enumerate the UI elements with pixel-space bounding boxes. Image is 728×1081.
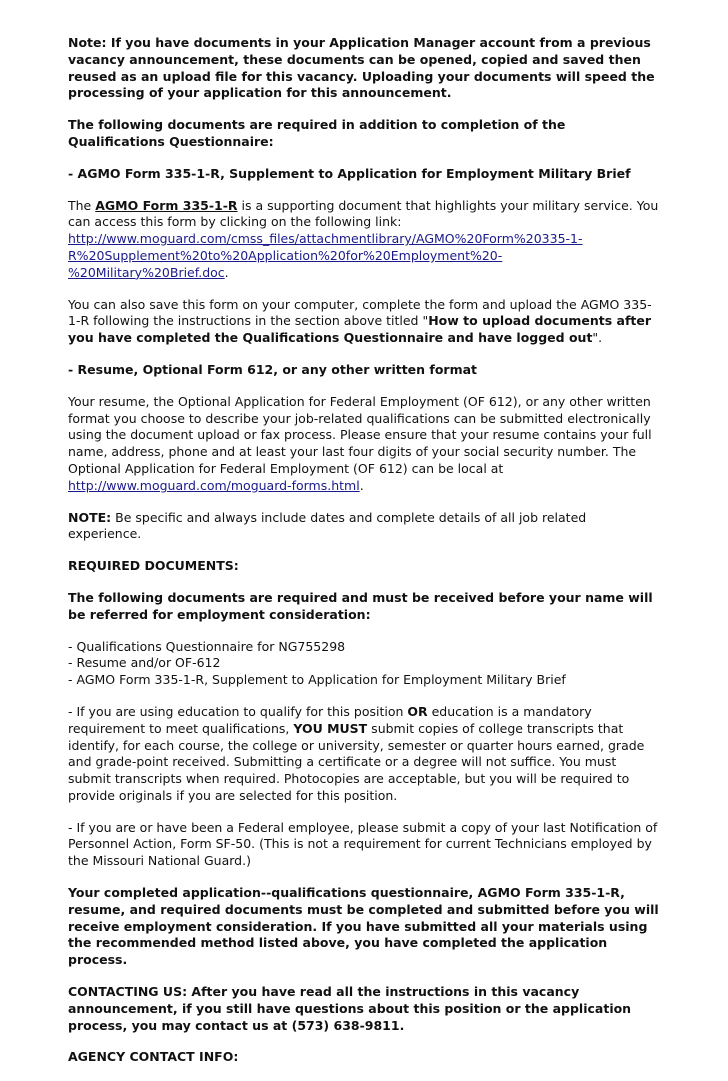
list-item: - Qualifications Questionnaire for NG755298: [68, 638, 346, 654]
education-paragraph: - If you are using education to qualify for this position OR education is a mandatory requirement to meet qualifications, YOU MUST submit copies of college transcripts that identify, for each course, the college or university, semester or quarter hours earned, grade and grade-point received. Submitting a certificate or a degree will not suffice. You must submit transcripts when required. Photocopies are acceptable, but you will be required to provide originals if you are selected for this position.: [68, 703, 645, 803]
resume-paragraph: Your resume, the Optional Application for Federal Employment (OF 612), or any other written format you choose to describe your job-related qualifications can be submitted electronically using the document upload or fax process. Please ensure that your resume contains your full name, address, phone and at least your last four digits of your social security number. The Optional Application for Federal Employment (OF 612) can be local at http://www.moguard.com/moguard-forms.html.: [68, 393, 652, 493]
document-page: [68, 35, 660, 1081]
list-item: - Resume and/or OF-612: [68, 655, 221, 671]
federal-employee-paragraph: - If you are or have been a Federal employee, please submit a copy of your last Notification of Personnel Action, Form SF-50. (This is not a requirement for current Technicians employed by the Missouri National Guard.): [68, 819, 658, 869]
required-documents-intro: The following documents are required and must be received before your name will be referred for employment consideration:: [68, 589, 653, 622]
agmo-paragraph: The AGMO Form 335-1-R is a supporting document that highlights your military service. You can access this form by clicking on the following link: http://www.moguard.com/cmss_files/attachmentlibrary/AGMO%20Form%20335-1-R%20Supplement%20to%20Application%20for%20Employment%20-%20Military%20Brief.doc.: [68, 197, 659, 280]
completed-application-paragraph: Your completed application--qualifications questionnaire, AGMO Form 335-1-R, resume, and required documents must be completed and submitted before you will receive employment consideration. If you have submitted all your materials using the recommended method listed above, you have completed the application process.: [68, 885, 659, 968]
agmo-form-link[interactable]: http://www.moguard.com/cmss_files/attachmentlibrary/AGMO%20Form%20335-1-R%20Supplement%20to%20Application%20for%20Employment%20-%20Military%20Brief.doc: [68, 231, 583, 280]
required-documents-heading: REQUIRED DOCUMENTS:: [68, 558, 239, 574]
agmo-form-name: AGMO Form 335-1-R: [95, 197, 238, 213]
required-intro: The following documents are required in addition to completion of the Qualifications Questionnaire:: [68, 117, 566, 149]
contacting-us-paragraph: CONTACTING US: After you have read all the instructions in this vacancy announcement, if you still have questions about this position or the application process, you may contact us at (573) 638-9811.: [68, 984, 632, 1033]
required-documents-list: [68, 639, 660, 689]
list-item: - AGMO Form 335-1-R, Supplement to Application for Employment Military Brief: [68, 672, 566, 688]
agmo-heading: - AGMO Form 335-1-R, Supplement to Application for Employment Military Brief: [68, 165, 631, 181]
note-specific: NOTE: Be specific and always include dates and complete details of all job related experience.: [68, 509, 587, 542]
agency-contact-heading: AGENCY CONTACT INFO:: [68, 1049, 239, 1065]
moguard-forms-link[interactable]: http://www.moguard.com/moguard-forms.html: [68, 477, 360, 493]
save-form-paragraph: You can also save this form on your computer, complete the form and upload the AGMO 335-1-R following the instructions in the section above titled "How to upload documents after you have completed the Qualifications Questionnaire and have logged out".: [68, 296, 652, 346]
note-paragraph: Note: If you have documents in your Application Manager account from a previous vacancy announcement, these documents can be opened, copied and saved then reused as an upload file for this vacancy. Uploading your documents will speed the processing of your application for this announcement.: [68, 35, 655, 101]
resume-heading: - Resume, Optional Form 612, or any other written format: [68, 361, 478, 377]
